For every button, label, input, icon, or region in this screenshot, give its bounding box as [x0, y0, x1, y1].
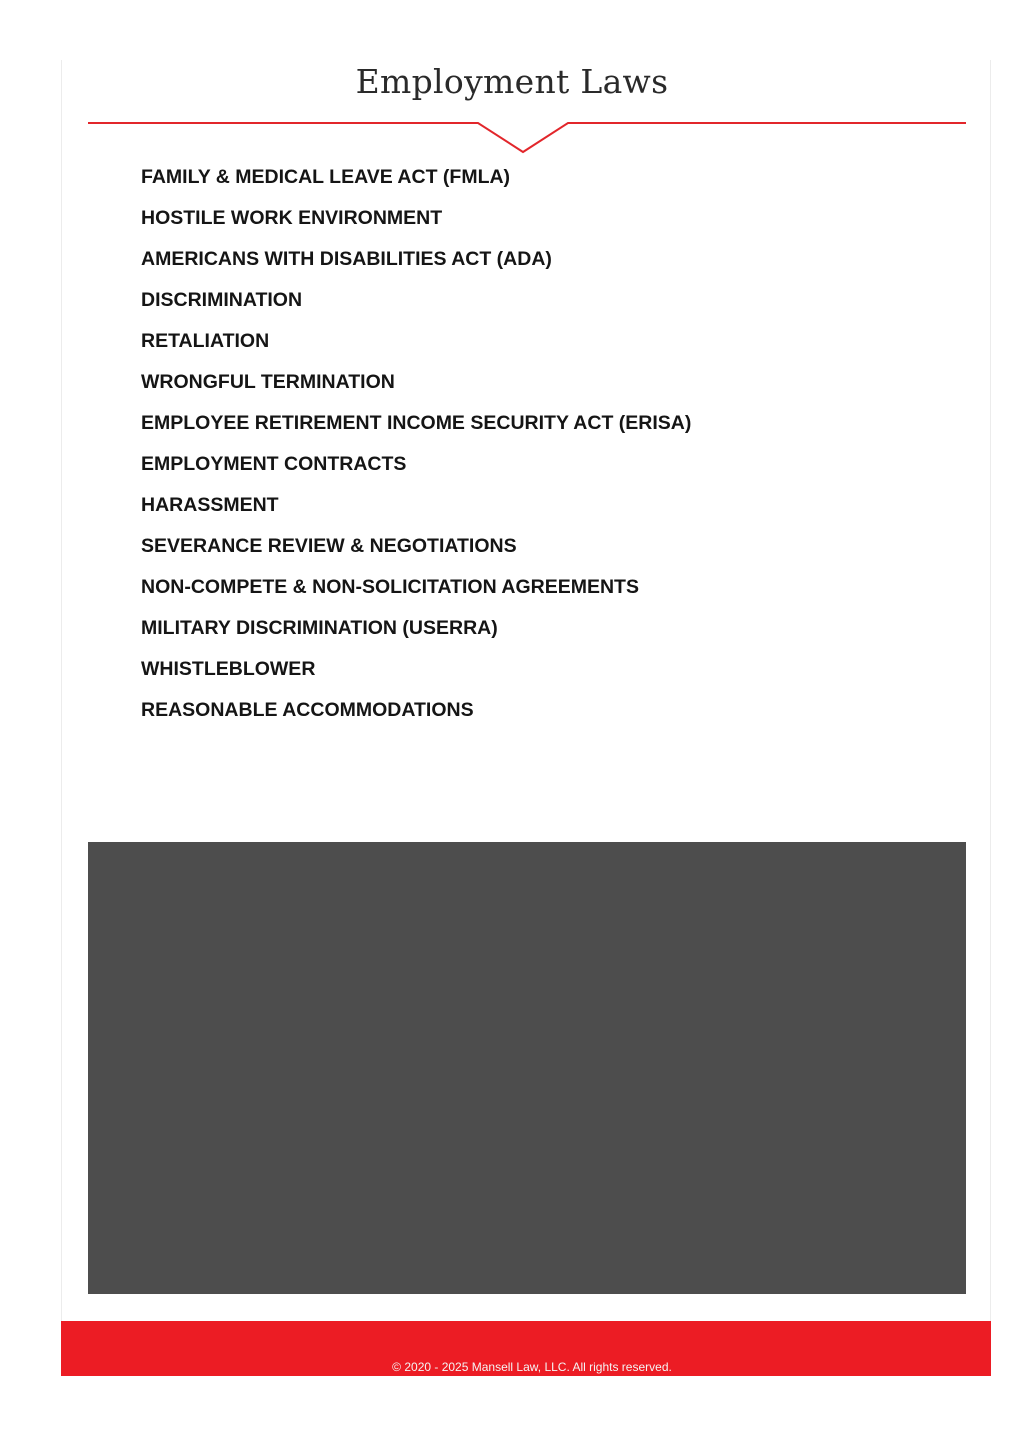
- divider-line: [88, 123, 966, 152]
- law-item-userra[interactable]: MILITARY DISCRIMINATION (USERRA): [141, 617, 498, 639]
- law-item-retaliation[interactable]: RETALIATION: [141, 330, 270, 352]
- law-item-erisa[interactable]: EMPLOYEE RETIREMENT INCOME SECURITY ACT (ERISA): [141, 412, 692, 434]
- law-item-wrongful-termination[interactable]: WRONGFUL TERMINATION: [141, 371, 395, 393]
- law-item-reasonable-accommodations[interactable]: REASONABLE ACCOMMODATIONS: [141, 699, 474, 721]
- law-item-severance[interactable]: SEVERANCE REVIEW & NEGOTIATIONS: [141, 535, 517, 557]
- video-embed[interactable]: [88, 842, 966, 1294]
- law-item-fmla[interactable]: FAMILY & MEDICAL LEAVE ACT (FMLA): [141, 166, 511, 188]
- law-item-ada[interactable]: AMERICANS WITH DISABILITIES ACT (ADA): [141, 248, 552, 270]
- footer-copyright: © 2020 - 2025 Mansell Law, LLC. All rights reserved.: [392, 1360, 672, 1374]
- law-item-whistleblower[interactable]: WHISTLEBLOWER: [141, 658, 316, 680]
- law-item-non-compete[interactable]: NON-COMPETE & NON-SOLICITATION AGREEMENTS: [141, 576, 639, 598]
- employment-laws-list: [141, 164, 691, 738]
- law-item-harassment[interactable]: HARASSMENT: [141, 494, 279, 516]
- page-title: Employment Laws: [355, 62, 669, 101]
- law-item-discrimination[interactable]: DISCRIMINATION: [141, 289, 303, 311]
- law-item-hostile-work-environment[interactable]: HOSTILE WORK ENVIRONMENT: [141, 207, 443, 229]
- title-divider: [88, 118, 966, 158]
- law-item-employment-contracts[interactable]: EMPLOYMENT CONTRACTS: [141, 453, 407, 475]
